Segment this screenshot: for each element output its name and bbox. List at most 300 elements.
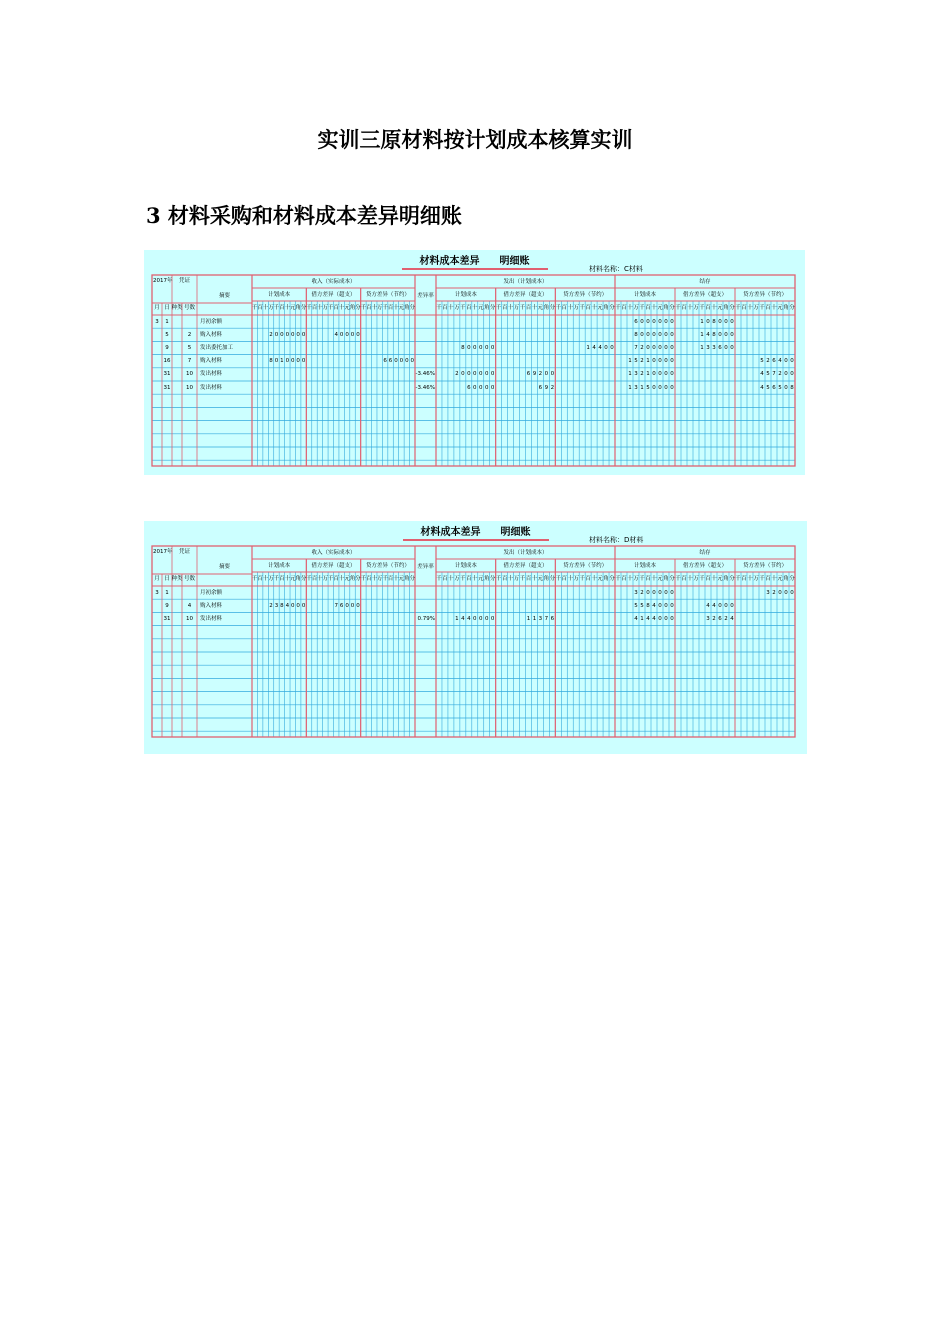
amount-digit: 2 <box>724 615 728 622</box>
amount-digit: 0 <box>670 331 674 338</box>
amount-digit: 0 <box>652 331 656 338</box>
digit-header: 分 <box>489 305 496 311</box>
ledger-d-material <box>144 521 807 754</box>
digit-header: 分 <box>549 576 556 582</box>
amount-digit: 0 <box>652 358 656 365</box>
row-summary: 发出材料 <box>200 615 223 622</box>
digit-header: 千 <box>495 576 502 582</box>
digit-header: 分 <box>409 576 416 582</box>
amount-digit: 5 <box>634 358 638 365</box>
digit-header: 十 <box>711 305 717 311</box>
sub-header: 借方差异（超支） <box>503 292 548 298</box>
ledger-title: 材料成本差异 明细账 <box>144 523 807 541</box>
digit-header: 十 <box>448 305 454 311</box>
digit-header: 元 <box>537 576 544 582</box>
digit-header: 角 <box>295 576 301 582</box>
amount-digit: 5 <box>646 384 650 391</box>
row-number: 5 <box>187 344 192 351</box>
digit-header: 百 <box>585 576 591 582</box>
amount-digit: 3 <box>634 384 638 391</box>
amount-digit: 0 <box>706 318 710 325</box>
amount-digit: 0 <box>658 371 662 378</box>
row-day: 9 <box>165 602 169 609</box>
amount-digit: 1 <box>628 384 632 391</box>
digit-header: 分 <box>355 576 361 582</box>
digit-header: 万 <box>573 305 579 311</box>
amount-digit: 0 <box>484 371 489 378</box>
amount-digit: 0 <box>670 602 674 609</box>
amount-digit: 4 <box>634 615 638 622</box>
amount-digit: 0 <box>646 344 650 351</box>
digit-header: 百 <box>366 305 372 311</box>
row-diff-rate: 0.79% <box>417 615 435 622</box>
amount-digit: 0 <box>652 318 656 325</box>
amount-digit: 2 <box>778 371 782 378</box>
digit-header: 分 <box>729 576 735 582</box>
summary-header: 摘要 <box>218 564 231 570</box>
digit-header: 千 <box>735 305 741 311</box>
digit-header: 百 <box>525 305 532 311</box>
year-header: 2017年 <box>153 278 173 284</box>
digit-header: 千 <box>579 305 585 311</box>
digit-header: 百 <box>366 576 372 582</box>
amount-digit: 0 <box>640 331 644 338</box>
digit-header: 十 <box>507 305 514 311</box>
amount-digit: 0 <box>646 589 650 596</box>
digit-header: 万 <box>513 576 520 582</box>
digit-header: 千 <box>360 576 367 582</box>
digit-header: 千 <box>273 576 280 582</box>
digit-header: 千 <box>519 576 526 582</box>
digit-header: 角 <box>349 576 356 582</box>
digit-header: 万 <box>454 576 460 582</box>
digit-header: 元 <box>344 305 350 311</box>
digit-header: 元 <box>344 576 350 582</box>
sub-header: 计划成本 <box>454 563 477 569</box>
amount-digit: 0 <box>664 371 668 378</box>
digit-header: 分 <box>669 576 675 582</box>
row-summary: 月初余额 <box>200 589 223 596</box>
digit-header: 十 <box>317 305 323 311</box>
amount-digit: 5 <box>766 371 770 378</box>
amount-digit: 0 <box>345 602 349 609</box>
digit-header: 角 <box>404 305 410 311</box>
digit-header: 百 <box>765 305 771 311</box>
amount-digit: 6 <box>467 384 471 391</box>
amount-digit: 1 <box>628 371 632 378</box>
digit-header: 千 <box>615 576 621 582</box>
digit-header: 十 <box>747 305 753 311</box>
digit-header: 元 <box>777 576 783 582</box>
amount-digit: 0 <box>301 358 306 365</box>
sub-header: 计划成本 <box>633 292 657 298</box>
amount-digit: 6 <box>718 615 722 622</box>
digit-header: 百 <box>501 576 508 582</box>
amount-digit: 1 <box>280 358 284 365</box>
amount-digit: 0 <box>664 384 668 391</box>
amount-digit: 0 <box>652 589 656 596</box>
digit-header: 百 <box>442 305 448 311</box>
amount-digit: 4 <box>285 602 290 609</box>
material-name: 材料名称：D材料 <box>589 536 644 544</box>
amount-digit: 0 <box>730 602 734 609</box>
digit-header: 万 <box>693 305 699 311</box>
digit-header: 千 <box>328 305 334 311</box>
digit-header: 十 <box>338 305 345 311</box>
digit-header: 万 <box>753 305 759 311</box>
amount-digit: 3 <box>274 602 279 609</box>
digit-header: 千 <box>460 576 466 582</box>
digit-header: 十 <box>627 576 633 582</box>
digit-header: 万 <box>376 576 383 582</box>
row-number: 10 <box>186 371 193 378</box>
digit-header: 千 <box>699 305 705 311</box>
sub-header: 借方差异（超支） <box>311 292 356 298</box>
digit-header: 角 <box>543 576 550 582</box>
month-header: 月 <box>154 305 160 311</box>
amount-digit: 1 <box>700 331 704 338</box>
digit-header: 千 <box>273 305 280 311</box>
amount-digit: 6 <box>388 358 393 365</box>
amount-digit: 0 <box>724 331 728 338</box>
digit-header: 万 <box>633 305 639 311</box>
amount-digit: 3 <box>712 344 716 351</box>
amount-digit: 0 <box>658 602 662 609</box>
digit-header: 元 <box>477 576 484 582</box>
digit-header: 元 <box>289 305 296 311</box>
digit-header: 千 <box>639 576 645 582</box>
amount-digit: 0 <box>652 371 656 378</box>
amount-digit: 4 <box>652 615 656 622</box>
amount-digit: 0 <box>784 358 788 365</box>
digit-header: 千 <box>360 305 367 311</box>
amount-digit: 8 <box>646 602 650 609</box>
amount-digit: 0 <box>473 371 477 378</box>
amount-digit: 0 <box>479 384 483 391</box>
amount-digit: 0 <box>350 331 355 338</box>
digit-header: 千 <box>495 305 502 311</box>
digit-header: 百 <box>525 576 532 582</box>
amount-digit: 0 <box>394 358 398 365</box>
amount-digit: 0 <box>467 371 471 378</box>
amount-digit: 6 <box>772 384 776 391</box>
amount-digit: 0 <box>484 344 489 351</box>
digit-header: 十 <box>284 305 291 311</box>
digit-header: 万 <box>322 576 329 582</box>
amount-digit: 0 <box>658 344 662 351</box>
digit-header: 千 <box>382 576 388 582</box>
amount-digit: 0 <box>670 358 674 365</box>
digit-header: 十 <box>472 576 478 582</box>
digit-header: 分 <box>355 305 361 311</box>
amount-digit: 5 <box>634 602 638 609</box>
amount-digit: 4 <box>646 615 650 622</box>
amount-digit: 5 <box>640 602 644 609</box>
amount-digit: 4 <box>778 358 782 365</box>
digit-header: 百 <box>561 576 568 582</box>
sub-header: 贷方差异（节约） <box>742 292 788 298</box>
number-header: 号数 <box>183 305 196 311</box>
digit-header: 万 <box>454 305 460 311</box>
digit-header: 千 <box>675 305 681 311</box>
amount-digit: 0 <box>345 331 349 338</box>
amount-digit: 2 <box>455 371 459 378</box>
digit-header: 千 <box>615 305 621 311</box>
digit-header: 千 <box>735 576 741 582</box>
digit-header: 角 <box>663 305 669 311</box>
amount-digit: 7 <box>772 371 776 378</box>
digit-header: 百 <box>621 305 627 311</box>
amount-digit: 0 <box>490 371 495 378</box>
amount-digit: 8 <box>634 331 638 338</box>
amount-digit: 2 <box>538 371 543 378</box>
digit-header: 千 <box>519 305 526 311</box>
digit-header: 万 <box>322 305 329 311</box>
digit-header: 千 <box>306 576 312 582</box>
amount-digit: 1 <box>526 615 531 622</box>
digit-header: 角 <box>543 305 550 311</box>
digit-header: 分 <box>789 305 795 311</box>
amount-digit: 0 <box>664 318 668 325</box>
ledger-title: 材料成本差异 明细账 <box>144 252 805 270</box>
digit-header: 千 <box>555 576 562 582</box>
amount-digit: 0 <box>473 384 477 391</box>
digit-header: 角 <box>603 576 609 582</box>
digit-header: 十 <box>771 305 777 311</box>
digit-header: 百 <box>681 305 687 311</box>
amount-digit: 7 <box>634 344 638 351</box>
amount-digit: 0 <box>280 331 284 338</box>
ledger-c-material <box>144 250 805 475</box>
amount-digit: 0 <box>479 344 483 351</box>
amount-digit: 8 <box>269 358 273 365</box>
amount-digit: 0 <box>296 331 300 338</box>
row-summary: 购入材料 <box>200 358 223 365</box>
kind-header: 种类 <box>171 305 183 311</box>
number-header: 号数 <box>183 576 196 582</box>
amount-digit: 0 <box>291 358 295 365</box>
digit-header: 百 <box>561 305 568 311</box>
amount-digit: 4 <box>467 615 471 622</box>
amount-digit: 0 <box>664 344 668 351</box>
amount-digit: 0 <box>646 318 650 325</box>
digit-header: 百 <box>621 576 627 582</box>
digit-header: 分 <box>609 576 615 582</box>
sub-header: 贷方差异（节约） <box>563 563 608 569</box>
amount-digit: 0 <box>473 615 477 622</box>
amount-digit: 6 <box>634 318 638 325</box>
digit-header: 万 <box>573 576 579 582</box>
day-header: 日 <box>164 305 170 311</box>
amount-digit: 0 <box>652 344 656 351</box>
digit-header: 千 <box>251 305 258 311</box>
digit-header: 元 <box>289 576 296 582</box>
row-summary: 发出材料 <box>200 384 223 391</box>
amount-digit: 0 <box>405 358 409 365</box>
amount-digit: 0 <box>664 358 668 365</box>
digit-header: 分 <box>549 305 556 311</box>
sub-header: 借方差异（超支） <box>311 563 356 569</box>
digit-header: 十 <box>627 305 633 311</box>
digit-header: 十 <box>317 576 323 582</box>
digit-header: 百 <box>645 576 651 582</box>
row-day: 31 <box>163 384 171 391</box>
digit-header: 百 <box>645 305 651 311</box>
amount-digit: 0 <box>784 589 788 596</box>
digit-header: 角 <box>295 305 301 311</box>
amount-digit: 6 <box>718 344 722 351</box>
digit-header: 十 <box>531 576 538 582</box>
row-month: 3 <box>155 318 159 325</box>
digit-header: 千 <box>436 305 442 311</box>
amount-digit: 0 <box>790 589 794 596</box>
row-summary: 购入材料 <box>200 602 223 609</box>
digit-header: 十 <box>567 305 574 311</box>
row-day: 1 <box>165 589 169 596</box>
amount-digit: 6 <box>526 371 531 378</box>
sub-header: 贷方差异（节约） <box>365 292 410 298</box>
digit-header: 百 <box>442 576 448 582</box>
digit-header: 元 <box>398 305 405 311</box>
digit-header: 千 <box>639 305 645 311</box>
digit-header: 百 <box>705 576 711 582</box>
amount-digit: 0 <box>670 384 674 391</box>
amount-digit: 0 <box>550 371 555 378</box>
amount-digit: 6 <box>339 602 344 609</box>
digit-header: 元 <box>398 576 405 582</box>
row-summary: 发出材料 <box>200 371 223 378</box>
amount-digit: 0 <box>461 371 465 378</box>
amount-digit: 0 <box>664 331 668 338</box>
digit-header: 元 <box>777 305 783 311</box>
amount-digit: 0 <box>784 371 788 378</box>
digit-header: 百 <box>681 576 687 582</box>
digit-header: 百 <box>466 305 472 311</box>
amount-digit: 0 <box>724 602 728 609</box>
amount-digit: 0 <box>658 331 662 338</box>
amount-digit: 0 <box>274 331 279 338</box>
digit-header: 千 <box>436 576 442 582</box>
row-summary: 发出委托加工 <box>200 344 234 351</box>
digit-header: 角 <box>603 305 609 311</box>
amount-digit: 0 <box>640 318 644 325</box>
amount-digit: 4 <box>706 331 710 338</box>
digit-header: 百 <box>257 576 263 582</box>
amount-digit: 0 <box>652 384 656 391</box>
amount-digit: 0 <box>670 318 674 325</box>
row-day: 1 <box>165 318 169 325</box>
digit-header: 百 <box>333 305 339 311</box>
sub-header: 借方差异（超支） <box>682 563 728 569</box>
amount-digit: 0 <box>467 344 471 351</box>
amount-digit: 8 <box>790 384 794 391</box>
digit-header: 百 <box>466 576 472 582</box>
income-header: 收入（实际成本） <box>311 279 356 285</box>
amount-digit: 9 <box>544 384 549 391</box>
digit-header: 百 <box>279 305 285 311</box>
digit-header: 十 <box>651 305 657 311</box>
amount-digit: 3 <box>766 589 770 596</box>
row-number: 2 <box>187 331 192 338</box>
balance-header: 结存 <box>699 279 711 285</box>
summary-header: 摘要 <box>218 293 231 299</box>
amount-digit: 0 <box>646 331 650 338</box>
amount-digit: 0 <box>301 602 306 609</box>
amount-digit: 0 <box>350 602 355 609</box>
digit-header: 十 <box>591 305 597 311</box>
amount-digit: 0 <box>490 344 495 351</box>
digit-header: 元 <box>597 305 603 311</box>
digit-header: 元 <box>477 305 484 311</box>
digit-header: 百 <box>387 576 394 582</box>
amount-digit: 0 <box>610 344 614 351</box>
amount-digit: 0 <box>790 358 794 365</box>
amount-digit: 0 <box>658 384 662 391</box>
kind-header: 种类 <box>171 576 183 582</box>
amount-digit: 1 <box>640 384 644 391</box>
amount-digit: 0 <box>670 615 674 622</box>
digit-header: 万 <box>753 576 759 582</box>
digit-header: 百 <box>501 305 508 311</box>
digit-header: 角 <box>783 305 789 311</box>
digit-header: 千 <box>382 305 388 311</box>
day-header: 日 <box>164 576 170 582</box>
row-summary: 月初余额 <box>200 318 223 325</box>
amount-digit: 0 <box>724 344 728 351</box>
amount-digit: 8 <box>712 318 716 325</box>
amount-digit: 0 <box>291 331 295 338</box>
amount-digit: 3 <box>634 371 638 378</box>
digit-header: 角 <box>783 576 789 582</box>
amount-digit: 1 <box>640 615 644 622</box>
digit-header: 千 <box>460 305 466 311</box>
digit-header: 分 <box>669 305 675 311</box>
sub-header: 计划成本 <box>633 563 657 569</box>
amount-digit: 4 <box>598 344 602 351</box>
digit-header: 十 <box>262 576 269 582</box>
amount-digit: 9 <box>532 371 537 378</box>
amount-digit: 0 <box>718 602 722 609</box>
digit-header: 分 <box>729 305 735 311</box>
digit-header: 千 <box>675 576 681 582</box>
digit-header: 百 <box>585 305 591 311</box>
amount-digit: 4 <box>712 602 716 609</box>
amount-digit: 0 <box>730 344 734 351</box>
amount-digit: 8 <box>712 331 716 338</box>
amount-digit: 4 <box>706 602 710 609</box>
amount-digit: 1 <box>628 358 632 365</box>
amount-digit: 6 <box>550 615 555 622</box>
amount-digit: 6 <box>383 358 387 365</box>
digit-header: 十 <box>393 576 399 582</box>
amount-digit: 2 <box>772 589 776 596</box>
digit-header: 分 <box>300 305 307 311</box>
voucher-header: 凭证 <box>178 549 191 555</box>
row-day: 31 <box>163 615 171 622</box>
amount-digit: 4 <box>334 331 338 338</box>
digit-header: 十 <box>448 576 454 582</box>
amount-digit: 1 <box>646 358 650 365</box>
amount-digit: 0 <box>399 358 404 365</box>
diff-rate-header: 差异率 <box>417 564 434 570</box>
digit-header: 十 <box>262 305 269 311</box>
amount-digit: 5 <box>778 384 782 391</box>
amount-digit: 0 <box>479 615 483 622</box>
amount-digit: 2 <box>766 358 770 365</box>
page-title: 实训三原材料按计划成本核算实训 <box>317 127 633 152</box>
amount-digit: 5 <box>760 358 764 365</box>
amount-digit: 6 <box>538 384 543 391</box>
